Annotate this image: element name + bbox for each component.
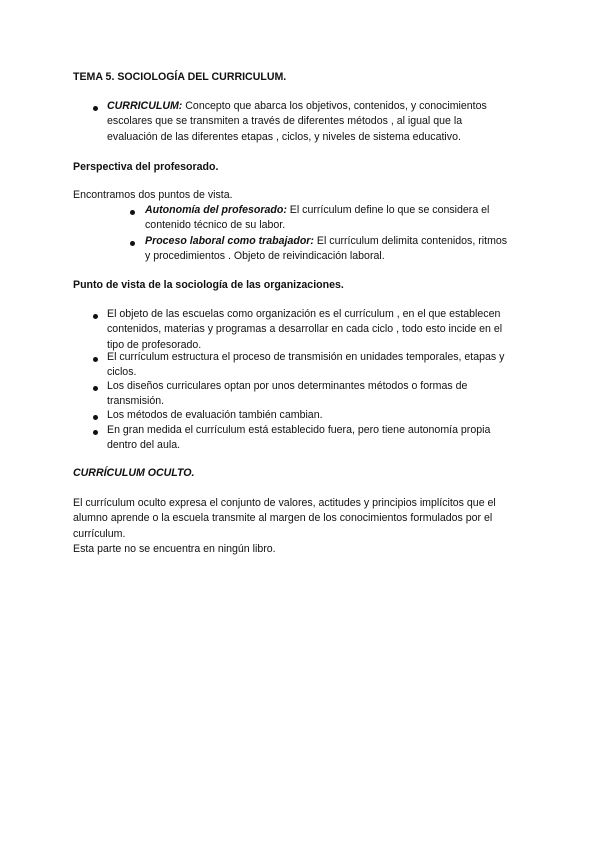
section-intro: Encontramos dos puntos de vista. [73, 189, 233, 201]
section-heading-oculto: CURRÍCULUM OCULTO. [73, 467, 195, 479]
item-line: El currículum estructura el proceso de transmisión en unidades temporales, etapas y [107, 351, 505, 363]
item-line: El currículum define lo que se considera el [286, 204, 490, 216]
bullet-icon [130, 210, 135, 215]
profesorado-item [145, 234, 545, 265]
item-line: Los diseños curriculares optan por unos determinantes métodos o formas de [107, 380, 468, 392]
bullet-icon [93, 106, 98, 111]
item-lead: Autonomía del profesorado: [145, 204, 287, 216]
organizaciones-item [107, 408, 547, 423]
item-line: transmisión. [107, 395, 165, 408]
section-heading-profesorado: Perspectiva del profesorado. [73, 161, 219, 173]
item-line: El currículum delimita contenidos, ritmos [313, 235, 508, 247]
paragraph-line: Esta parte no se encuentra en ningún libro. [73, 543, 276, 556]
item-line: Los métodos de evaluación también cambian. [107, 409, 323, 421]
item-line: contenido técnico de su labor. [145, 219, 286, 232]
document-title: TEMA 5. SOCIOLOGÍA DEL CURRICULUM. [73, 71, 287, 83]
bullet-icon [93, 314, 98, 319]
item-line: ciclos. [107, 366, 137, 379]
intro-bullet-line: evaluación de las diferentes etapas , ciclos, y niveles de sistema educativo. [107, 130, 461, 143]
paragraph-line: El currículum oculto expresa el conjunto de valores, actitudes y principios implícitos que el [73, 497, 496, 509]
bullet-icon [130, 241, 135, 246]
intro-bullet-line: escolares que se transmiten a través de diferentes métodos , al igual que la [107, 115, 463, 128]
item-line: contenidos, materias y programas a desarrollar en cada ciclo , todo esto incide en el [107, 323, 503, 336]
paragraph-line: alumno aprende o la escuela transmite al margen de los conocimientos formulados por el [73, 512, 493, 525]
section-heading-organizaciones: Punto de vista de la sociología de las organizaciones. [73, 279, 344, 291]
item-line: y procedimientos . Objeto de reivindicación laboral. [145, 250, 385, 263]
bullet-icon [93, 386, 98, 391]
organizaciones-item [107, 423, 547, 454]
item-line: El objeto de las escuelas como organización es el currículum , en el que establecen [107, 308, 501, 320]
bullet-icon [93, 430, 98, 435]
curriculum-oculto-paragraph [73, 496, 543, 558]
intro-bullet-lead: CURRICULUM: [107, 100, 183, 112]
item-line: En gran medida el currículum está establecido fuera, pero tiene autonomía propia [107, 424, 491, 436]
organizaciones-item [107, 307, 547, 353]
organizaciones-item [107, 379, 547, 410]
paragraph-line: currículum. [73, 527, 126, 540]
intro-bullet-item [107, 99, 547, 145]
intro-bullet-line: Concepto que abarca los objetivos, contenidos, y conocimientos [185, 100, 487, 112]
item-lead: Proceso laboral como trabajador: [145, 235, 314, 247]
profesorado-item [145, 203, 545, 234]
item-line: dentro del aula. [107, 439, 181, 452]
organizaciones-item [107, 350, 547, 381]
bullet-icon [93, 357, 98, 362]
bullet-icon [93, 415, 98, 420]
item-line: tipo de profesorado. [107, 338, 202, 351]
